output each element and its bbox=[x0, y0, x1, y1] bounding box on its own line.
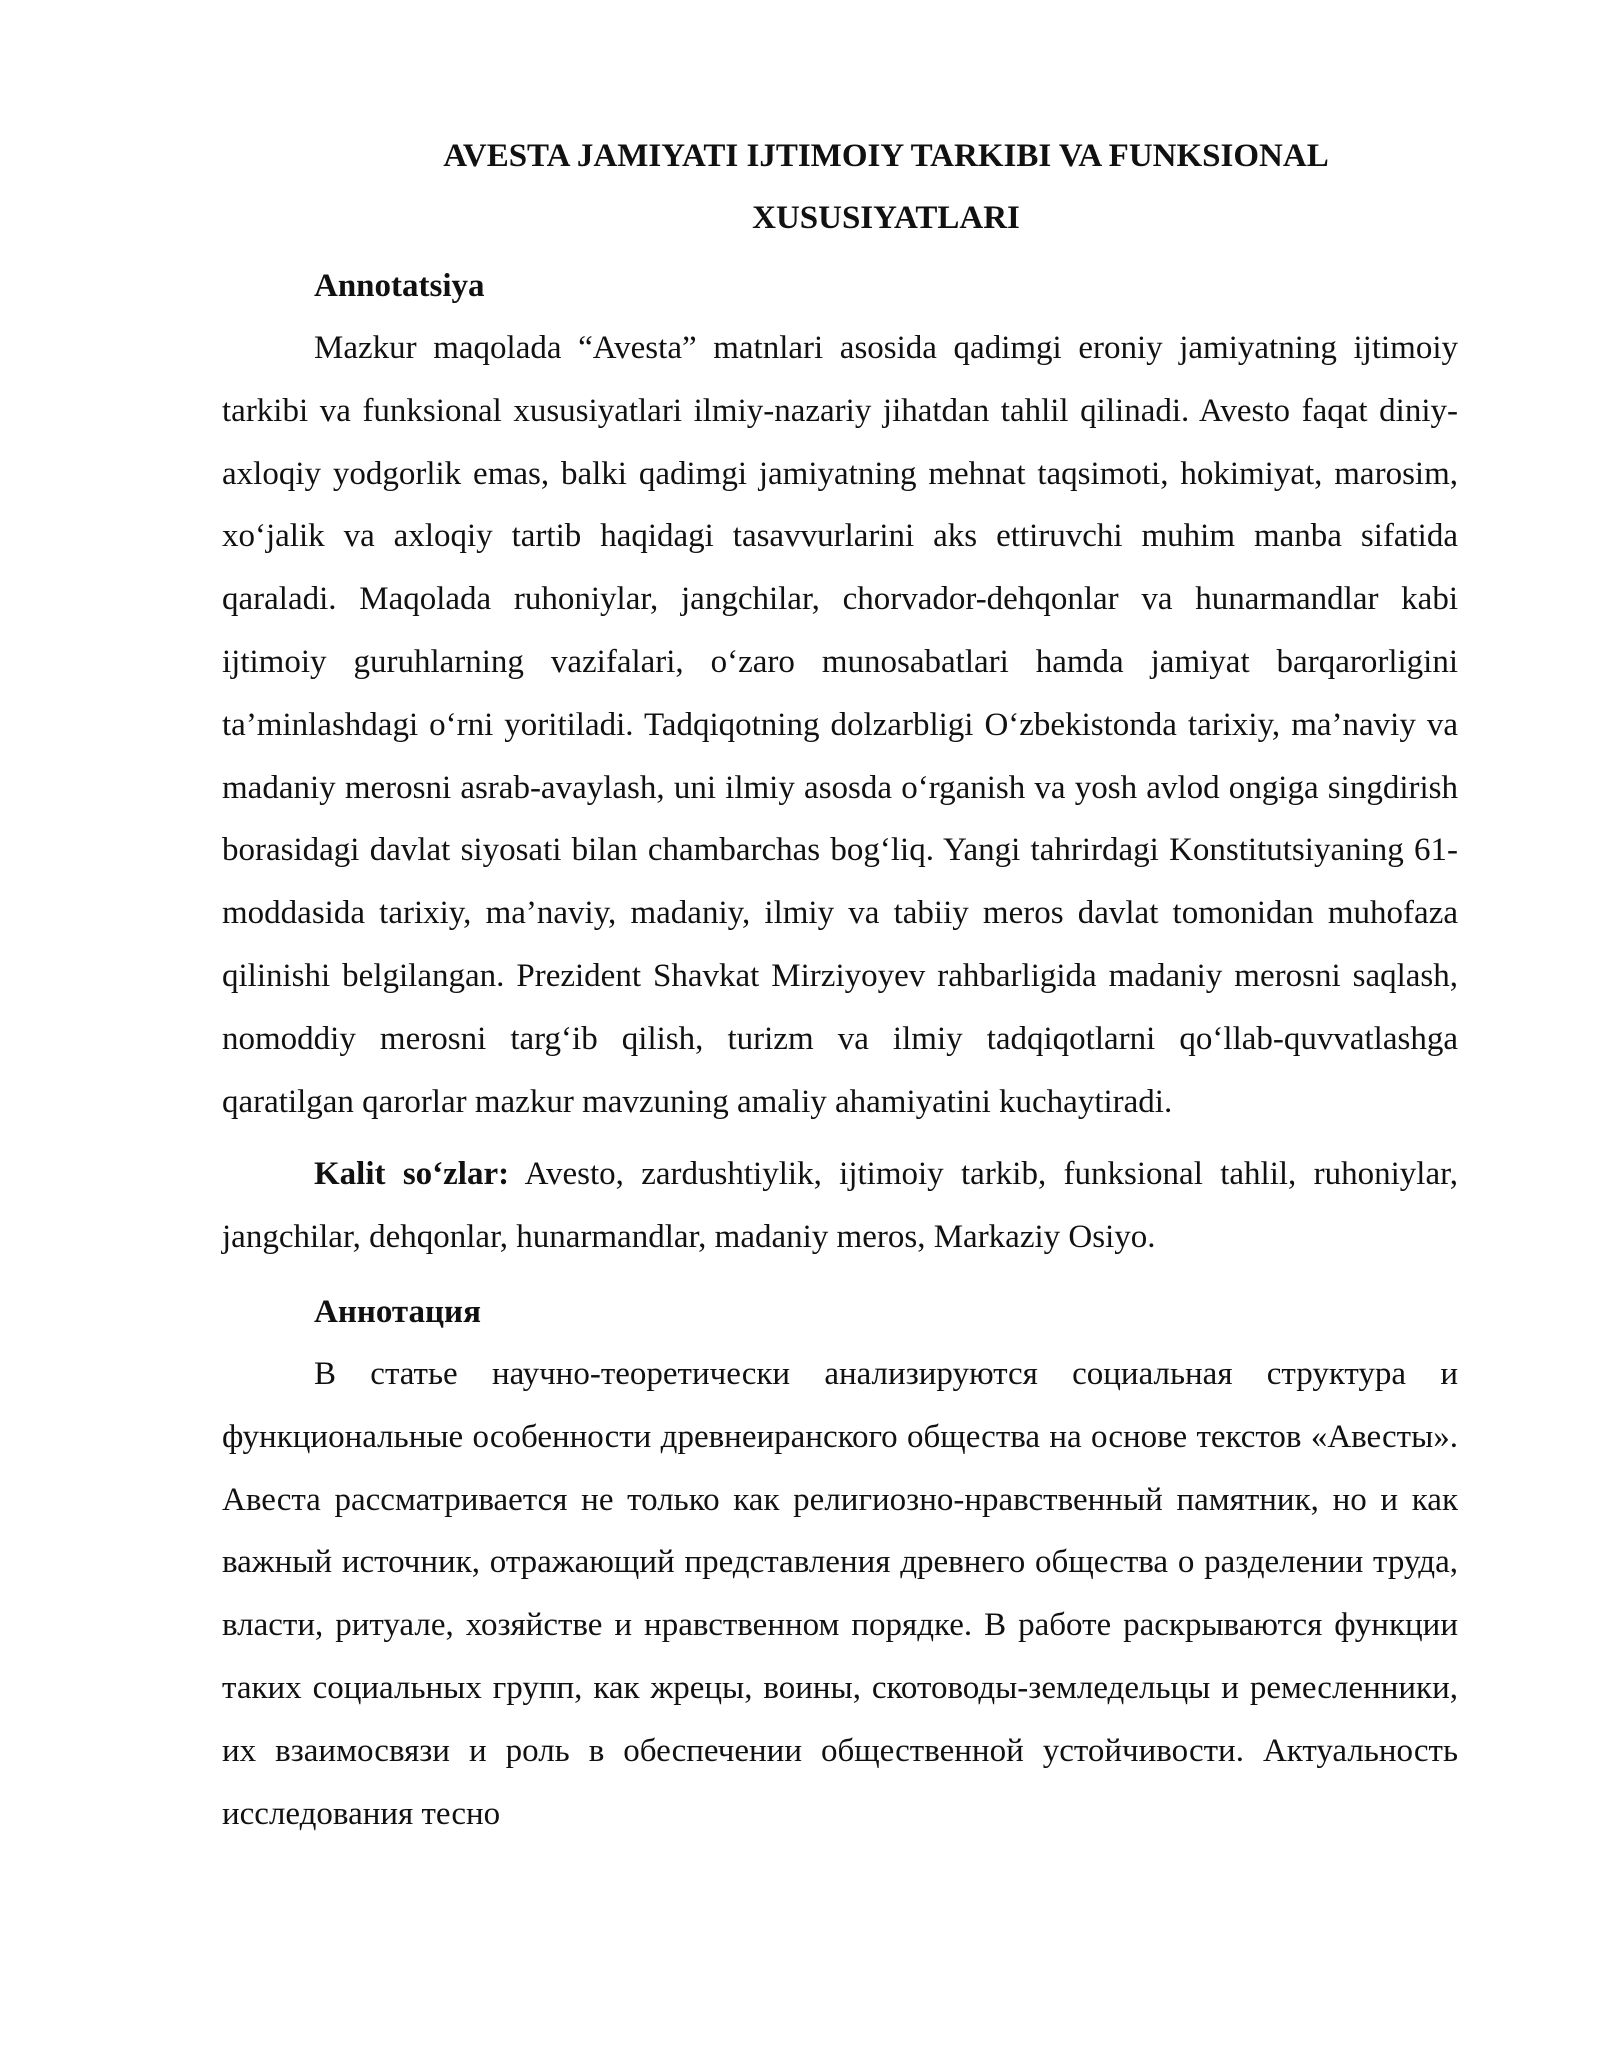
document-page bbox=[222, 125, 1458, 1845]
keywords-uz bbox=[222, 1143, 1458, 1269]
annotation-uz-heading: Annotatsiya bbox=[314, 268, 485, 304]
spacer bbox=[222, 1133, 1458, 1143]
document-title: AVESTA JAMIYATI IJTIMOIY TARKIBI VA FUNKSIONAL XUSUSIYATLARI bbox=[443, 138, 1329, 236]
keywords-uz-label: Kalit so‘zlar: bbox=[314, 1156, 510, 1193]
spacer bbox=[222, 1269, 1458, 1281]
annotation-uz-text: Mazkur maqolada “Avesta” matnlari asosida qadimgi eroniy jamiyatning ijtimoiy tarkibi va funksional xususiyatlari ilmiy-nazariy jihatdan tahlil qilinadi. Avesto faqat diniy-axloqiy yodgorlik emas, balki qadimgi jamiyatning mehnat taqsimoti, hokimiyat, marosim, xo‘jalik va axloqiy tartib haqidagi tasavvurlarini aks ettiruvchi muhim manba sifatida qaraladi. Maqolada ruhoniylar, jangchilar, chorvador-dehqonlar va hunarmandlar kabi ijtimoiy guruhlarning vazifalari, o‘zaro munosabatlari hamda jamiyat barqarorligini ta’minlashdagi o‘rni yoritiladi. Tadqiqotning dolzarbligi O‘zbekistonda tarixiy, ma’naviy va madaniy merosni asrab-avaylash, uni ilmiy asosda o‘rganish va yosh avlod ongiga singdirish borasidagi davlat siyosati bilan chambarchas bog‘liq. Yangi tahrirdagi Konstitutsiyaning 61-moddasida tarixiy, ma’naviy, madaniy, ilmiy va tabiiy meros davlat tomonidan muhofaza qilinishi belgilangan. Prezident Shavkat Mirziyoyev rahbarligida madaniy merosni saqlash, nomoddiy merosni targ‘ib qilish, turizm va ilmiy tadqiqotlarni qo‘llab-quvvatlashga qaratilgan qarorlar mazkur mavzuning amaliy ahamiyatini kuchaytiradi. bbox=[222, 330, 1458, 1120]
keywords-uz-text: Avesto, zardushtiylik, ijtimoiy tarkib, funksional tahlil, ruhoniylar, jangchilar, dehqonlar, hunarmandlar, madaniy meros, Markaziy Osiyo. bbox=[222, 1156, 1459, 1256]
annotation-ru-heading: Аннотация bbox=[314, 1293, 481, 1330]
annotation-ru-text: В статье научно-теоретически анализируются социальная структура и функциональные особенности древнеиранского общества на основе текстов «Авесты». Авеста рассматривается не только как религиозно-нравственный памятник, но и как важный источник, отражающий представления древнего общества о разделении труда, власти, ритуале, хозяйстве и нравственном порядке. В работе раскрываются функции таких социальных групп, как жрецы, воины, скотоводы-земледельцы и ремесленники, их взаимосвязи и роль в обеспечении общественной устойчивости. Актуальность исследования тесно bbox=[222, 1355, 1458, 1832]
